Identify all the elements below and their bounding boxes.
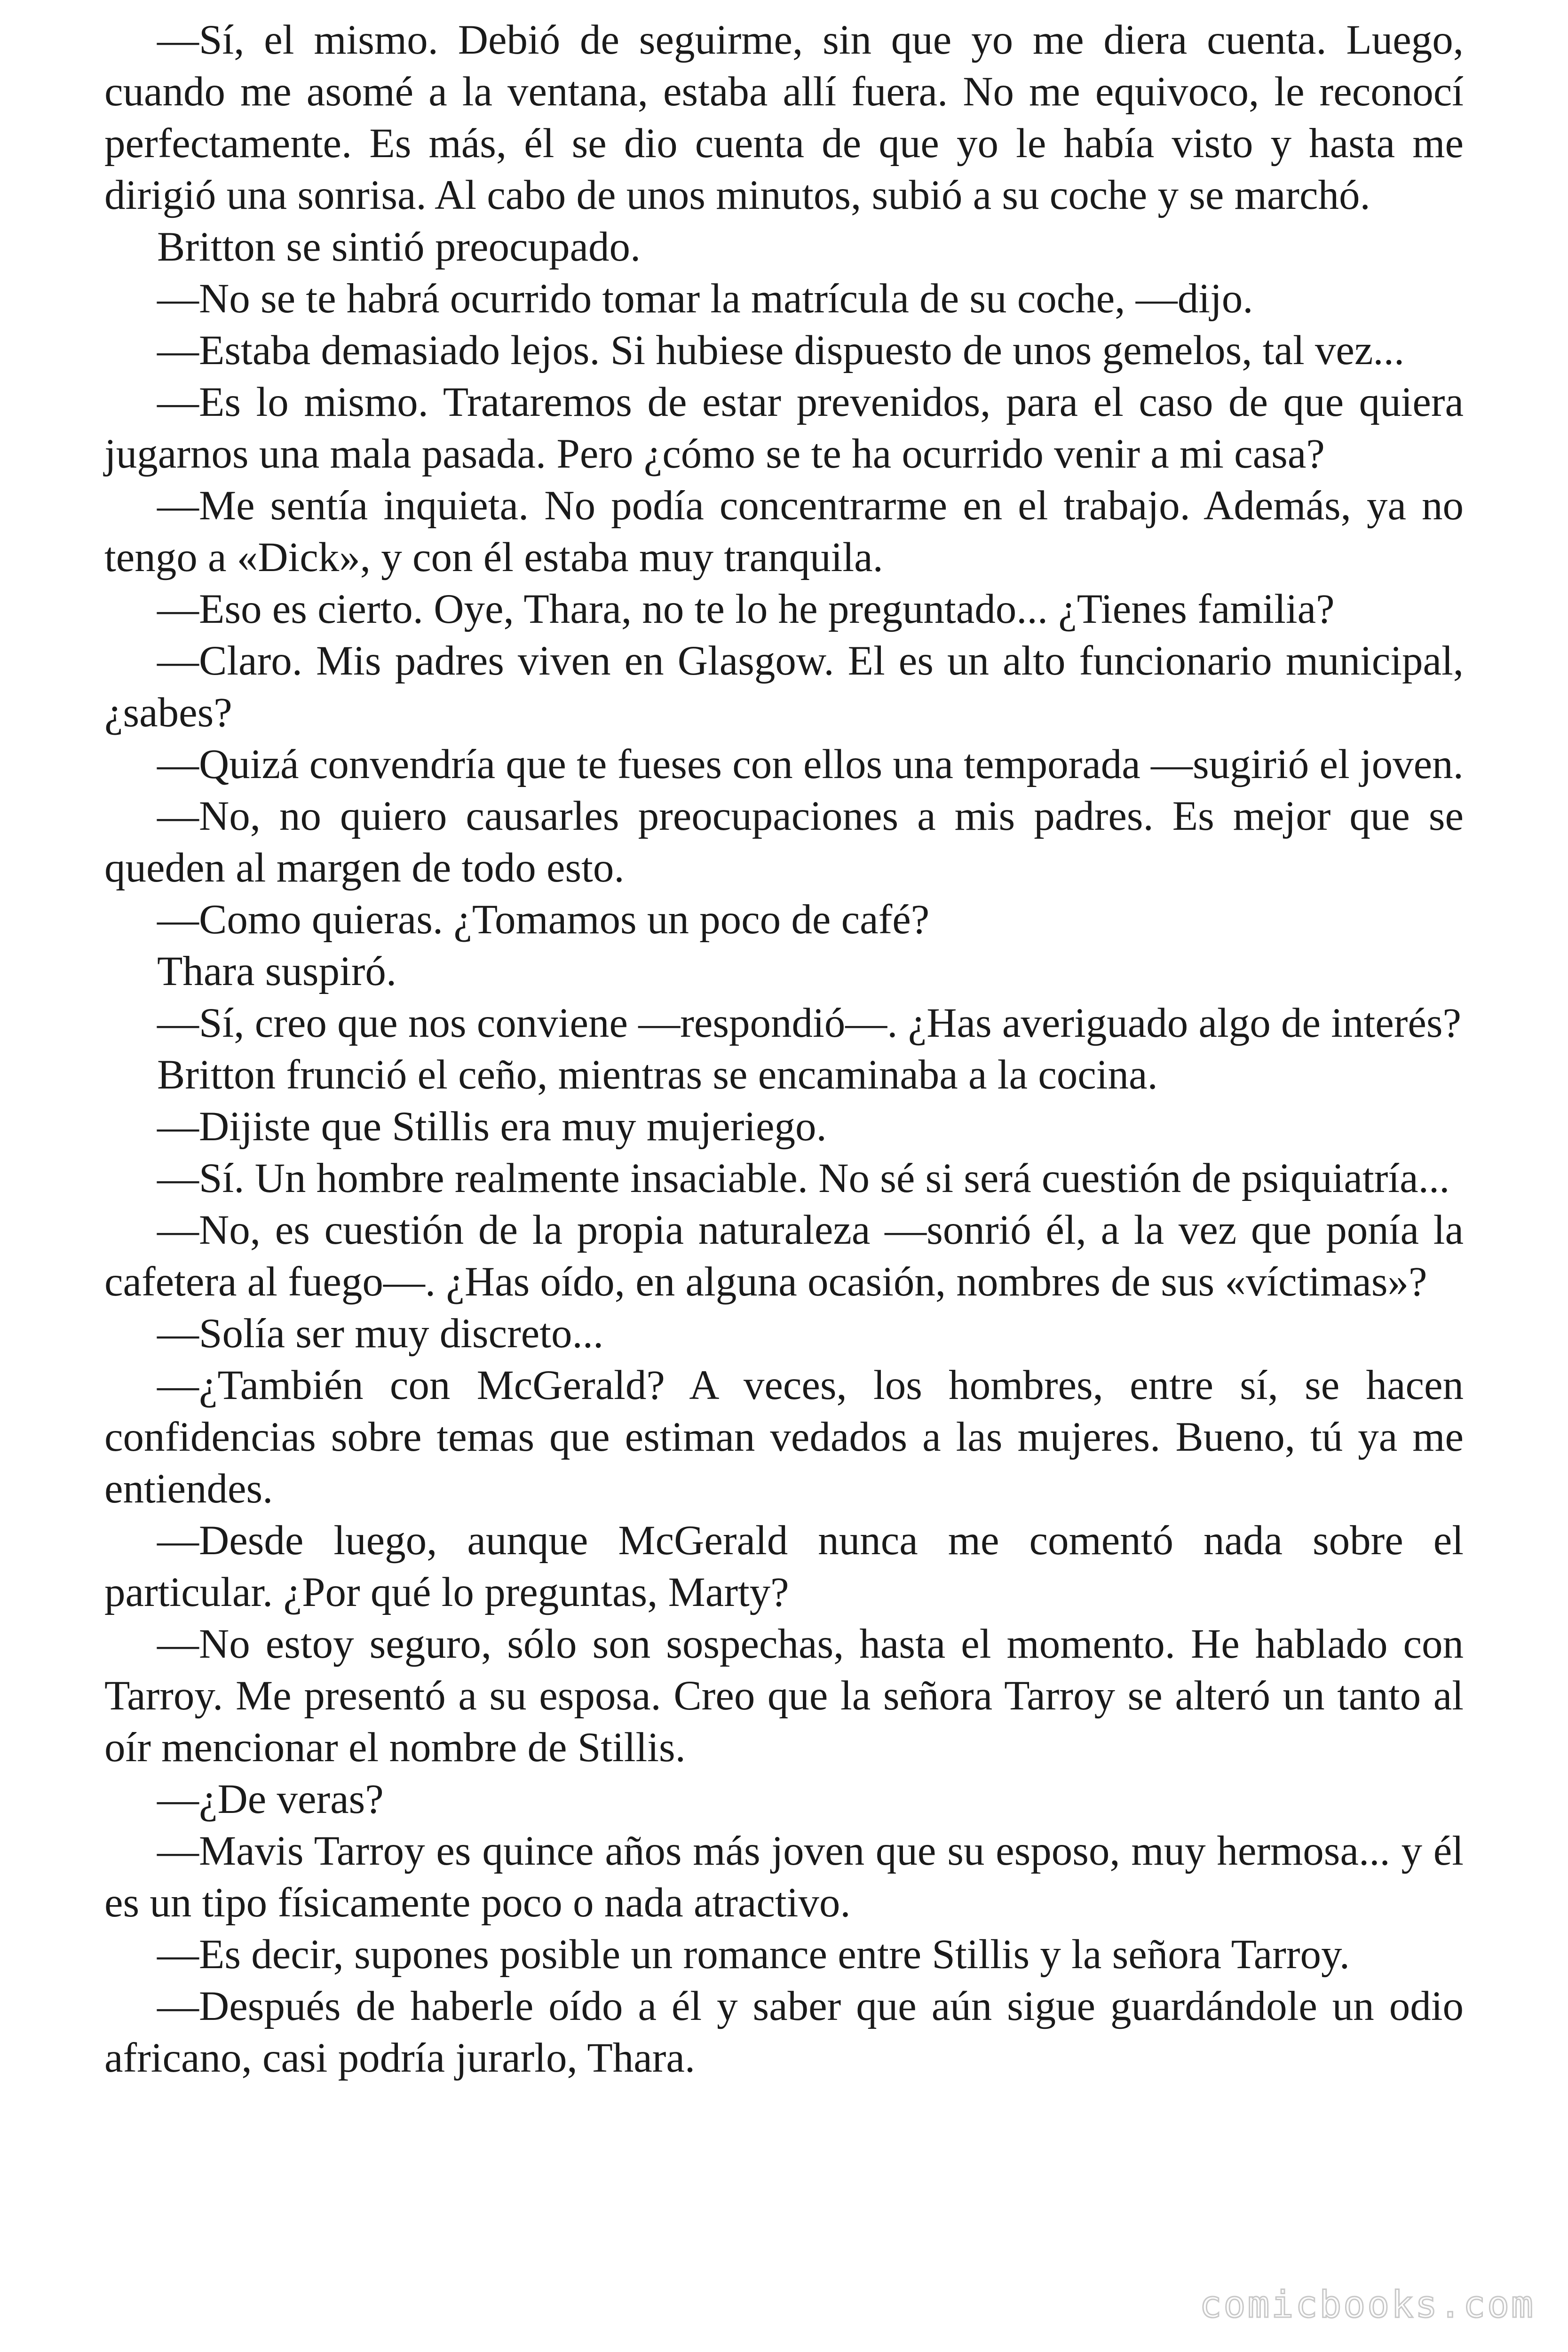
paragraph: —Es lo mismo. Trataremos de estar prevenidos, para el caso de que quiera jugarnos una mala pasada. Pero ¿cómo se te ha ocurrido venir a mi casa? [104, 379, 1464, 477]
paragraph: —Desde luego, aunque McGerald nunca me comentó nada sobre el particular. ¿Por qué lo preguntas, Marty? [104, 1518, 1464, 1615]
paragraph: —No, no quiero causarles preocupaciones a mis padres. Es mejor que se queden al margen de todo esto. [104, 793, 1464, 891]
paragraph: —Mavis Tarroy es quince años más joven que su esposo, muy hermosa... y él es un tipo físicamente poco o nada atractivo. [104, 1828, 1464, 1926]
paragraph: —No, es cuestión de la propia naturaleza —sonrió él, a la vez que ponía la cafetera al fuego—. ¿Has oído, en alguna ocasión, nombres de sus «víctimas»? [104, 1207, 1464, 1305]
paragraph: —Después de haberle oído a él y saber que aún sigue guardándole un odio africano, casi podría jurarlo, Thara. [104, 1983, 1464, 2081]
watermark: comicbooks.com [1199, 2284, 1535, 2326]
paragraph: Britton se sintió preocupado. [157, 224, 641, 270]
paragraph: —Claro. Mis padres viven en Glasgow. El es un alto funcionario municipal, ¿sabes? [104, 638, 1464, 736]
paragraph: —Como quieras. ¿Tomamos un poco de café? [157, 897, 930, 943]
paragraph: Thara suspiró. [157, 948, 397, 994]
paragraph: —No se te habrá ocurrido tomar la matrícula de su coche, —dijo. [157, 276, 1253, 322]
paragraph: Britton frunció el ceño, mientras se encaminaba a la cocina. [157, 1052, 1158, 1098]
paragraph: —¿También con McGerald? A veces, los hombres, entre sí, se hacen confidencias sobre temas que estiman vedados a las mujeres. Bueno, tú ya me entiendes. [104, 1362, 1464, 1512]
paragraph: —Es decir, supones posible un romance entre Stillis y la señora Tarroy. [157, 1931, 1350, 1978]
paragraph: —Sí. Un hombre realmente insaciable. No sé si será cuestión de psiquiatría... [157, 1155, 1450, 1201]
paragraph: —Estaba demasiado lejos. Si hubiese dispuesto de unos gemelos, tal vez... [157, 327, 1405, 373]
paragraph: —Sí, el mismo. Debió de seguirme, sin que yo me diera cuenta. Luego, cuando me asomé a la ventana, estaba allí fuera. No me equivoco, le reconocí perfectamente. Es más, él se dio cuenta de que yo le había visto y hasta me dirigió una sonrisa. Al cabo de unos minutos, subió a su coche y se marchó. [104, 17, 1464, 218]
paragraph: —Quizá convendría que te fueses con ellos una temporada —sugirió el joven. [157, 741, 1464, 787]
paragraph: —Dijiste que Stillis era muy mujeriego. [157, 1104, 827, 1150]
paragraph: —No estoy seguro, sólo son sospechas, hasta el momento. He hablado con Tarroy. Me presentó a su esposa. Creo que la señora Tarroy se alteró un tanto al oír mencionar el nombre de Stillis. [104, 1621, 1464, 1771]
book-page-text [104, 14, 1464, 2084]
paragraph: —Eso es cierto. Oye, Thara, no te lo he preguntado... ¿Tienes familia? [157, 586, 1335, 632]
paragraph: —Solía ser muy discreto... [157, 1311, 604, 1357]
paragraph: —¿De veras? [157, 1776, 384, 1822]
paragraph: —Me sentía inquieta. No podía concentrarme en el trabajo. Además, ya no tengo a «Dick», y con él estaba muy tranquila. [104, 483, 1464, 580]
paragraph: —Sí, creo que nos conviene —respondió—. ¿Has averiguado algo de interés? [157, 1000, 1461, 1046]
